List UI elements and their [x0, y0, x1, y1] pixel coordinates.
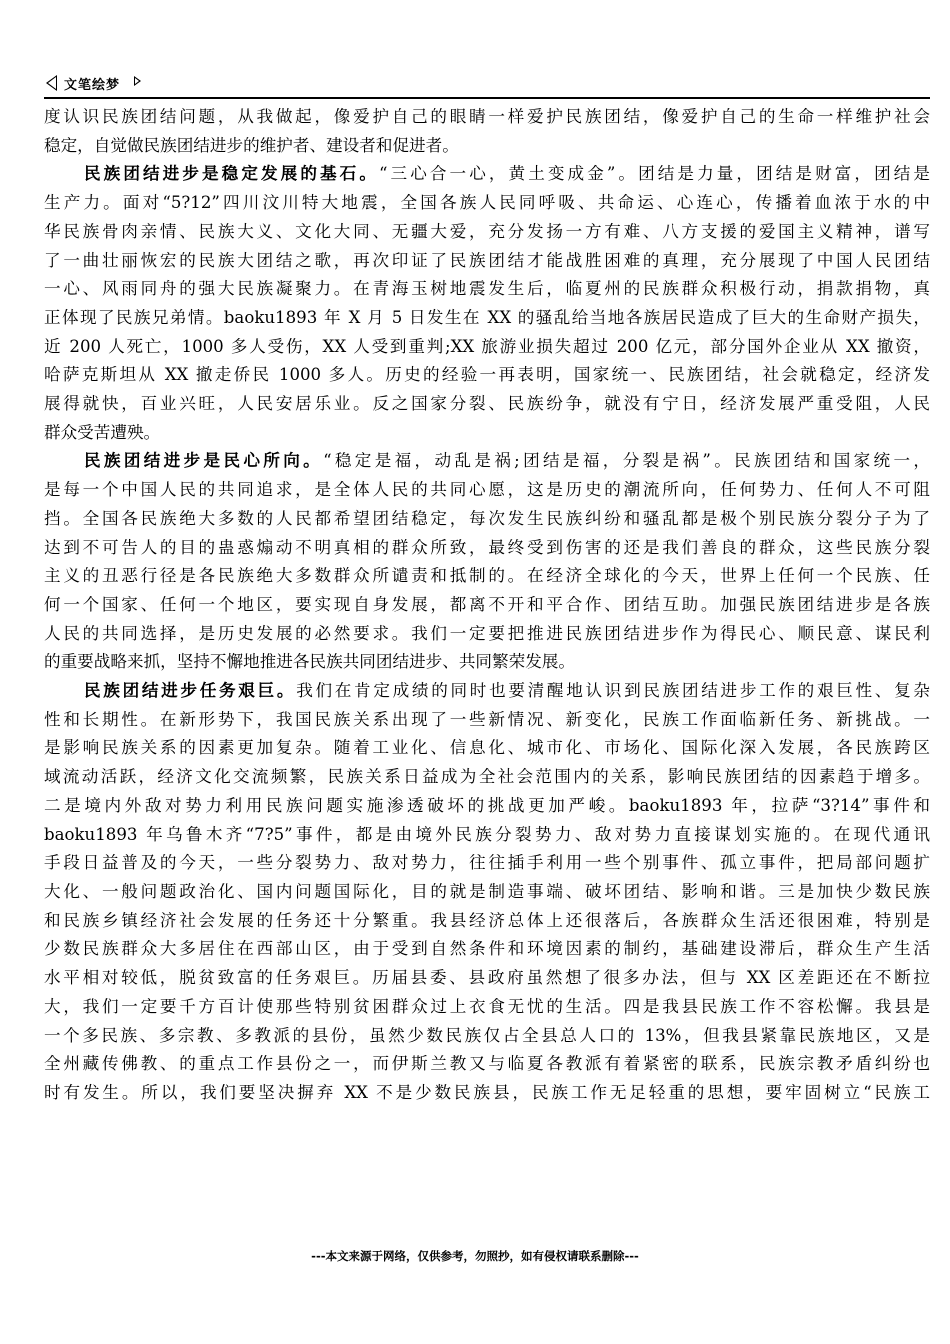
text-line: 一心、风雨同舟的强大民族凝聚力。在青海玉树地震发生后，临夏州的民族群众积极行动，捐款捐物，真 [44, 279, 930, 299]
text-line: 何一个国家、任何一个地区，要实现自身发展，都离不开和平合作、团结互助。加强民族团结进步是各族 [44, 594, 930, 614]
text-line: 一个多民族、多宗教、多教派的县份，虽然少数民族仅占全县总人口的 13%，但我县紧靠民族地区，又是 [44, 1025, 930, 1045]
paragraph-heading: 民族团结进步是稳定发展的基石。 [84, 164, 379, 184]
text-line: 时有发生。所以，我们要坚决摒弃 XX 不是少数民族县，民族工作无足轻重的思想，要牢固树立“民族工 [44, 1082, 930, 1102]
document-body [44, 103, 930, 1108]
text-line: 和民族乡镇经济社会发展的任务还十分繁重。我县经济总体上还很落后，各族群众生活还很困难，特别是 [44, 910, 930, 930]
paragraph-4 [44, 677, 930, 1108]
text-line: 全州藏传佛教、的重点工作县份之一，而伊斯兰教又与临夏各教派有着紧密的联系，民族宗教矛盾纠纷也 [44, 1054, 930, 1074]
text-line: 人民的共同选择，是历史发展的必然要求。我们一定要把推进民族团结进步作为得民心、顺民意、谋民利 [44, 623, 930, 643]
text-line [44, 447, 930, 476]
text-line: 达到不可告人的目的蛊惑煽动不明真相的群众所致，最终受到伤害的还是我们善良的群众，这些民族分裂 [44, 537, 930, 557]
text-span: “稳定是福，动乱是祸;团结是福，分裂是祸”。民族团结和国家统一， [323, 451, 930, 471]
text-line: 稳定，自觉做民族团结进步的维护者、建设者和促进者。 [44, 135, 459, 155]
text-line: 近 200 人死亡，1000 多人受伤，XX 人受到重判;XX 旅游业损失超过 200 亿元，部分国外企业从 XX 撤资， [44, 336, 930, 356]
text-line: 正体现了民族兄弟情。baoku1893 年 X 月 5 日发生在 XX 的骚乱给当地各族居民造成了巨大的生命财产损失， [44, 307, 930, 327]
text-line: 少数民族群众大多居住在西部山区，由于受到自然条件和环境因素的制约，基础建设滞后，群众生产生活 [44, 939, 930, 959]
paragraph-1 [44, 103, 930, 160]
text-line: 展得就快，百业兴旺，人民安居乐业。反之国家分裂、民族纷争，就没有宁日，经济发展严重受阻，人民 [44, 394, 930, 414]
text-line: baoku1893 年乌鲁木齐“7?5”事件，都是由境外民族分裂势力、敌对势力直接谋划实施的。在现代通讯 [44, 824, 930, 844]
text-span: “三心合一心，黄土变成金”。团结是力量，团结是财富，团结是 [379, 164, 931, 184]
header-title: 文笔绘梦 [64, 78, 121, 93]
text-line: 华民族骨肉亲情、民族大义、文化大同、无疆大爱，充分发扬一方有难、八方支援的爱国主义精神，谱写 [44, 221, 930, 241]
text-line: 哈萨克斯坦从 XX 撤走侨民 1000 多人。历史的经验一再表明，国家统一、民族团结，社会就稳定，经济发 [44, 365, 930, 385]
paragraph-3 [44, 447, 930, 677]
page-footer: ---本文来源于网络，仅供参考，勿照抄，如有侵权请联系删除--- [311, 1249, 639, 1263]
text-line: 大，我们一定要千方百计使那些特别贫困群众过上衣食无忧的生活。四是我县民族工作不容松懈。我县是 [44, 996, 930, 1016]
text-line: 二是境内外敌对势力利用民族问题实施渗透破坏的挑战更加严峻。baoku1893 年，拉萨“3?14”事件和 [44, 795, 930, 815]
paragraph-heading: 民族团结进步任务艰巨。 [84, 681, 297, 701]
header-divider [44, 97, 930, 99]
text-line: 域流动活跃，经济文化交流频繁，民族关系日益成为全社会范围内的关系，影响民族团结的因素趋于增多。 [44, 767, 930, 787]
text-line: 水平相对较低，脱贫致富的任务艰巨。历届县委、县政府虽然想了很多办法，但与 XX 区差距还在不断拉 [44, 968, 930, 988]
text-line: 度认识民族团结问题，从我做起，像爱护自己的眼睛一样爱护民族团结，像爱护自己的生命一样维护社会 [44, 107, 930, 126]
text-line: 挡。全国各民族绝大多数的人民都希望团结稳定，每次发生民族纠纷和骚乱都是极个别民族分裂分子为了 [44, 508, 930, 528]
right-triangle-icon [134, 76, 141, 86]
text-line: 是每一个中国人民的共同追求，是全体人民的共同心愿，这是历史的潮流所向，任何势力、任何人不可阻 [44, 480, 930, 500]
text-line [44, 677, 930, 706]
text-line: 群众受苦遭殃。 [44, 422, 161, 442]
text-line: 大化、一般问题政治化、国内问题国际化，目的就是制造事端、破坏团结、影响和谐。三是加快少数民族 [44, 881, 930, 901]
text-line: 生产力。面对“5?12”四川汶川特大地震，全国各族人民同呼吸、共命运、心连心，传播着血浓于水的中 [44, 193, 930, 213]
text-line: 手段日益普及的今天，一些分裂势力、敌对势力，往往插手利用一些个别事件、孤立事件，把局部问题扩 [44, 853, 930, 873]
text-line: 了一曲壮丽恢宏的民族大团结之歌，再次印证了民族团结才能战胜困难的真理，充分展现了中国人民团结 [44, 250, 930, 270]
text-line: 性和长期性。在新形势下，我国民族关系出现了一些新情况、新变化，民族工作面临新任务、新挑战。一 [44, 709, 930, 729]
text-span: 我们在肯定成绩的同时也要清醒地认识到民族团结进步工作的艰巨性、复杂 [296, 681, 931, 701]
page-header [44, 72, 928, 94]
paragraph-2 [44, 160, 930, 447]
text-line [44, 160, 930, 189]
paragraph-heading: 民族团结进步是民心所向。 [84, 451, 324, 471]
text-line: 是影响民族关系的因素更加复杂。随着工业化、信息化、城市化、市场化、国际化深入发展，各民族跨区 [44, 738, 930, 758]
text-line: 的重要战略来抓，坚持不懈地推进各民族共同团结进步、共同繁荣发展。 [44, 652, 575, 672]
left-triangle-icon [46, 75, 57, 91]
text-line: 主义的丑恶行径是各民族绝大多数群众所谴责和抵制的。在经济全球化的今天，世界上任何一个民族、任 [44, 566, 930, 586]
